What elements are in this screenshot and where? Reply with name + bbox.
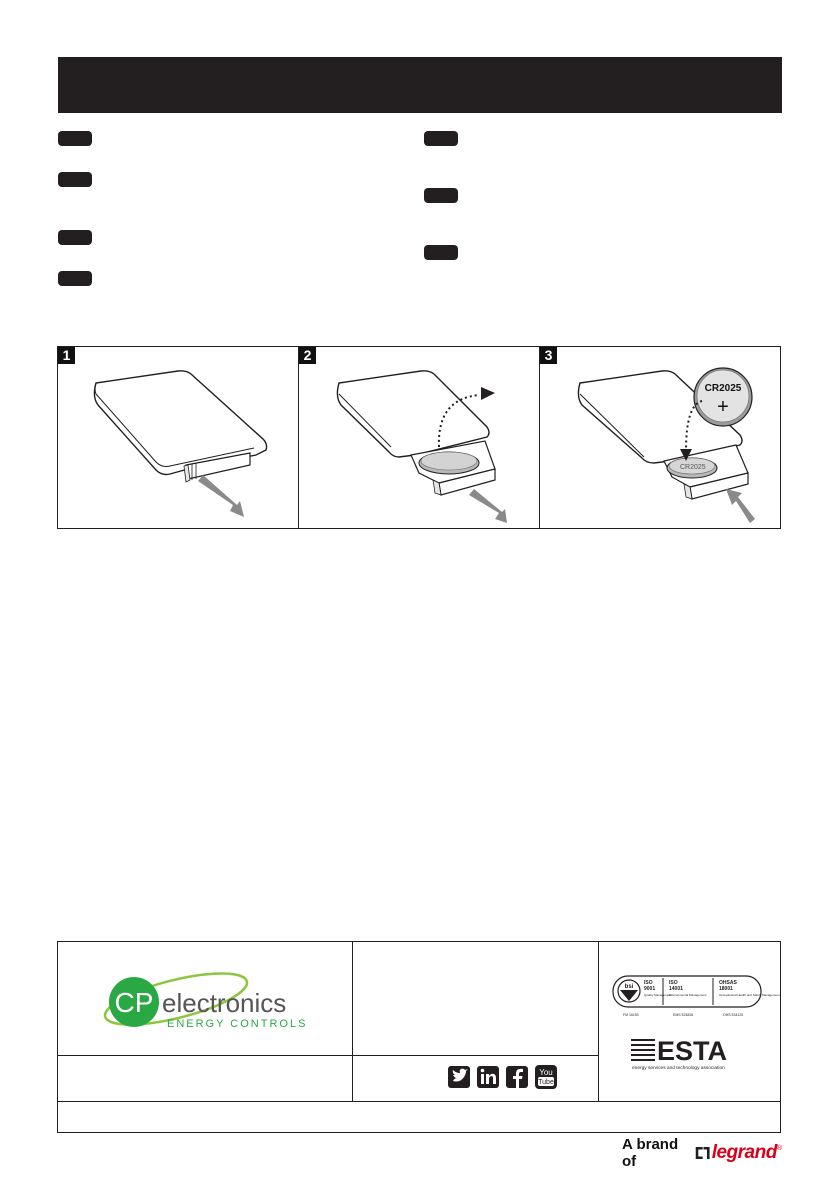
brand-registered: ® bbox=[776, 1145, 782, 1152]
language-tag-4 bbox=[58, 271, 92, 286]
battery-steps bbox=[57, 346, 781, 529]
youtube-bottom: Tube bbox=[538, 1079, 554, 1086]
language-tag-7 bbox=[424, 245, 458, 260]
badge-2-desc: Environmental Management bbox=[669, 993, 707, 997]
step-2-panel bbox=[299, 347, 540, 528]
badge-3-desc: Occupational Health and Safety Management bbox=[719, 993, 780, 997]
badge-3-iso: OHSAS bbox=[719, 980, 737, 986]
badge-1-iso: ISO bbox=[644, 980, 653, 986]
badge-2-code: EMS 524826 bbox=[673, 1013, 694, 1017]
logo-tagline: ENERGY CONTROLS bbox=[167, 1018, 308, 1030]
language-tag-6 bbox=[424, 188, 458, 203]
bsi-label: bsi bbox=[624, 984, 634, 990]
linkedin-icon[interactable] bbox=[477, 1066, 499, 1088]
badge-3-num: 18001 bbox=[719, 986, 733, 992]
badge-1-code: FM 16150 bbox=[623, 1013, 639, 1017]
step-3-number: 3 bbox=[540, 347, 557, 364]
address-cell bbox=[58, 1056, 353, 1102]
battery-polarity: + bbox=[717, 396, 729, 418]
esta-name: ESTA bbox=[657, 1036, 728, 1066]
brand-line bbox=[622, 1136, 782, 1170]
remote-tray-open-illustration bbox=[58, 347, 299, 528]
esta-logo bbox=[631, 1039, 655, 1061]
esta-tagline: energy services and technology association bbox=[632, 1066, 725, 1071]
badge-1-desc: Quality Management bbox=[644, 993, 672, 997]
title-bar bbox=[58, 57, 782, 113]
iso-certification-badges bbox=[599, 942, 780, 1102]
language-tag-1 bbox=[58, 131, 92, 146]
badge-2-iso: ISO bbox=[669, 980, 678, 986]
logo-initials: CP bbox=[114, 987, 154, 1018]
step-1-panel bbox=[58, 347, 299, 528]
youtube-icon[interactable] bbox=[535, 1065, 557, 1089]
legrand-mark-icon bbox=[694, 1143, 711, 1163]
footer bbox=[57, 941, 781, 1133]
logo-cell bbox=[58, 942, 353, 1056]
facebook-icon[interactable] bbox=[506, 1066, 528, 1088]
badge-1-num: 9001 bbox=[644, 986, 656, 992]
step-2-number: 2 bbox=[299, 347, 316, 364]
social-cell bbox=[353, 1056, 599, 1102]
badge-3-code: OHS 534120 bbox=[723, 1013, 744, 1017]
brand-prefix: A brand of bbox=[622, 1136, 679, 1170]
youtube-top: You bbox=[539, 1068, 553, 1077]
twitter-icon[interactable] bbox=[448, 1066, 470, 1088]
cp-electronics-logo bbox=[58, 942, 353, 1056]
battery-insert-illustration bbox=[540, 347, 781, 528]
certification-cell bbox=[599, 942, 780, 1102]
language-tag-2 bbox=[58, 172, 92, 187]
logo-word: electronics bbox=[162, 988, 287, 1018]
battery-label: CR2025 bbox=[704, 383, 742, 394]
step-1-number: 1 bbox=[58, 347, 75, 364]
footer-bottom-row bbox=[58, 1102, 780, 1132]
step-3-panel bbox=[540, 347, 781, 528]
tray-coin-label: CR2025 bbox=[680, 464, 706, 471]
contact-cell bbox=[353, 942, 599, 1056]
language-tag-3 bbox=[58, 230, 92, 245]
language-tag-5 bbox=[424, 131, 458, 146]
brand-name: legrand bbox=[711, 1142, 777, 1163]
badge-2-num: 14001 bbox=[669, 986, 683, 992]
battery-removal-illustration bbox=[299, 347, 540, 528]
